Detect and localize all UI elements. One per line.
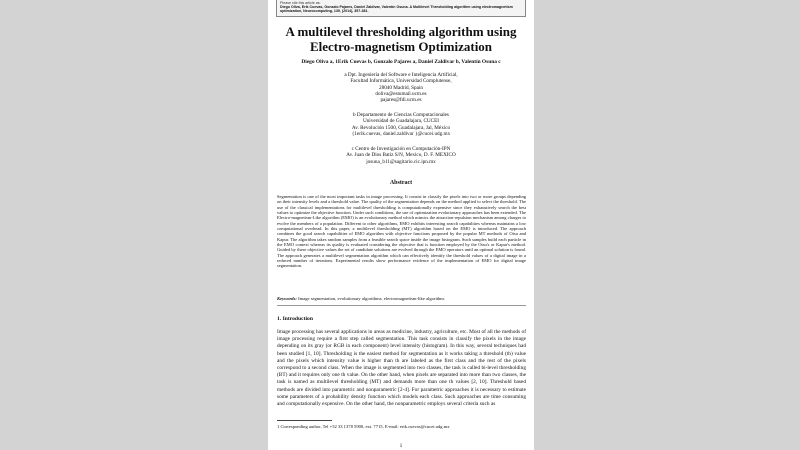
affiliation-line: 28040 Madrid, Spain <box>379 84 423 91</box>
affiliation-email: josuna_b11@sagitario.cic.ipn.mx <box>366 158 436 165</box>
affiliation-line: Av. Juan de Dios Batiz S/N, Mexico, D. F. MEXICO <box>346 152 456 159</box>
keywords-text: Image segmentation, evolutionary algorithms, electromagnetism-like algorithm. <box>298 296 446 301</box>
introduction-text: Image processing has several applications in areas as medicine, industry, agriculture, etc. Most of all the methods of image processing require a first step called segmentation. This task consists in classify the pixels in the image depending on its gray (or RGB in each component) level intensity (histogram). In this way, several techniques had been studied [1, 10]. Thresholding is the easiest method for segmentation as it works taking a threshold (th) value and the pixels which intensity value is higher than th are labeled as the first class and the rest of the pixels correspond to a second class. When the image is segmented into two classes, the task is called bi-level thresholding (BT) and it requires only one th value. On the other hand, when pixels are separated into more than two classes, the task is named as multilevel thresholding (MT) and demands more than one th values [2, 10]. Threshold based methods are divided into parametric and nonparametric [2-4]. For parametric approaches it is necessary to estimate some parameters of a probability density function which models each class. Such approaches are time consuming and computationally expensive. On the other hand, the nonparametric employs several criteria such as <box>277 329 526 408</box>
abstract-heading: Abstract <box>389 180 413 186</box>
affiliation-line: Facultad Informática, Universidad Complutense, <box>350 78 452 85</box>
footnote-divider <box>277 420 332 421</box>
affiliation-b <box>268 112 534 137</box>
paper-title: A multilevel thresholding algorithm using Electro-magnetism Optimization <box>285 24 517 54</box>
citation-label: Please cite this article as: <box>280 1 321 5</box>
affiliation-line: c Centro de Investigación en Computación-IPN <box>351 146 451 152</box>
keywords <box>277 296 526 301</box>
section-heading: 1. Introduction <box>277 316 313 322</box>
affiliation-email: {1erik.cuevas, daniel.zaldivar }@cucei.udg.mx <box>351 130 451 137</box>
affiliation-email: doliva@estumail.ucm.es <box>375 90 427 97</box>
keywords-label: Keywords: <box>277 296 297 301</box>
affiliation-line: b Departamento de Ciencias Computacionales <box>353 112 449 118</box>
abstract-text: Segmentation is one of the most important tasks in image processing. It consist in classify the pixels into two or more groups depending on their intensity levels and a threshold value. The quality of the segmentation depends on the method applied to select the threshold. The use of the classical implementations for multilevel thresholding is computationally expensive since they exhaustively search the best values to optimize the objective function. Under such conditions, the use of optimization evolutionary approaches has been extended. The Electro-magnetism-Like algorithm (EMO) is an evolutionary method which mimics the attraction-repulsion mechanism among charges to evolve the members of a population. Different to other algorithms, EMO exhibits interesting search capabilities whereas maintains a low computational overhead. In this paper, a multilevel thresholding (MT) algorithm based on the EMO is introduced. The approach combines the good search capabilities of EMO algorithm with objective functions proposed by the popular MT methods of Otsu and Kapur. The algorithm takes random samples from a feasible search space inside the image histogram. Such samples build each particle in the EMO context whereas its quality is evaluated considering the objective that is function employed by the Otsu's or Kapur's method. Guided by these objective values the set of candidate solutions are evolved through the EMO operators until an optimal solution is found. The approach generates a multilevel segmentation algorithm which can effectively identify the threshold values of a digital image in a reduced number of iterations. Experimental results show performance evidence of the implementation of EMO for digital image segmentation. <box>277 194 526 269</box>
page-number: 1 <box>399 443 403 449</box>
affiliation-a <box>268 72 534 103</box>
affiliation-line: Universidad de Guadalajara, CUCEI <box>362 118 440 125</box>
affiliation-email: pajares@fdi.ucm.es <box>380 97 422 104</box>
citation-box <box>276 0 526 17</box>
footnote: 1 Corresponding author, Tel +52 33 1378 5900, ext. 7715, E-mail: erik.cuevas@cucei.udg.mx <box>277 424 450 429</box>
affiliation-c <box>268 146 534 165</box>
affiliation-line: Av. Revolución 1500, Guadalajara, Jal, México <box>351 124 451 131</box>
author-list: Diego Oliva a, 1Erik Cuevas b, Gonzalo Pajares a, Daniel Zaldivar b, Valentín Osuna c <box>301 59 501 65</box>
affiliation-line: a Dpt. Ingeniería del Software e Inteligencia Artificial, <box>344 72 458 78</box>
divider <box>277 305 526 306</box>
citation-reference: Diego Oliva, Erik Cuevas, Gonzalo Pajares, Daniel Zaldivar, Valentín Osuna. A Multilevel Thresholding algorithm using electromagnetism optimization, Neurocomputing, 139, (2014), 357-381. <box>280 5 513 14</box>
